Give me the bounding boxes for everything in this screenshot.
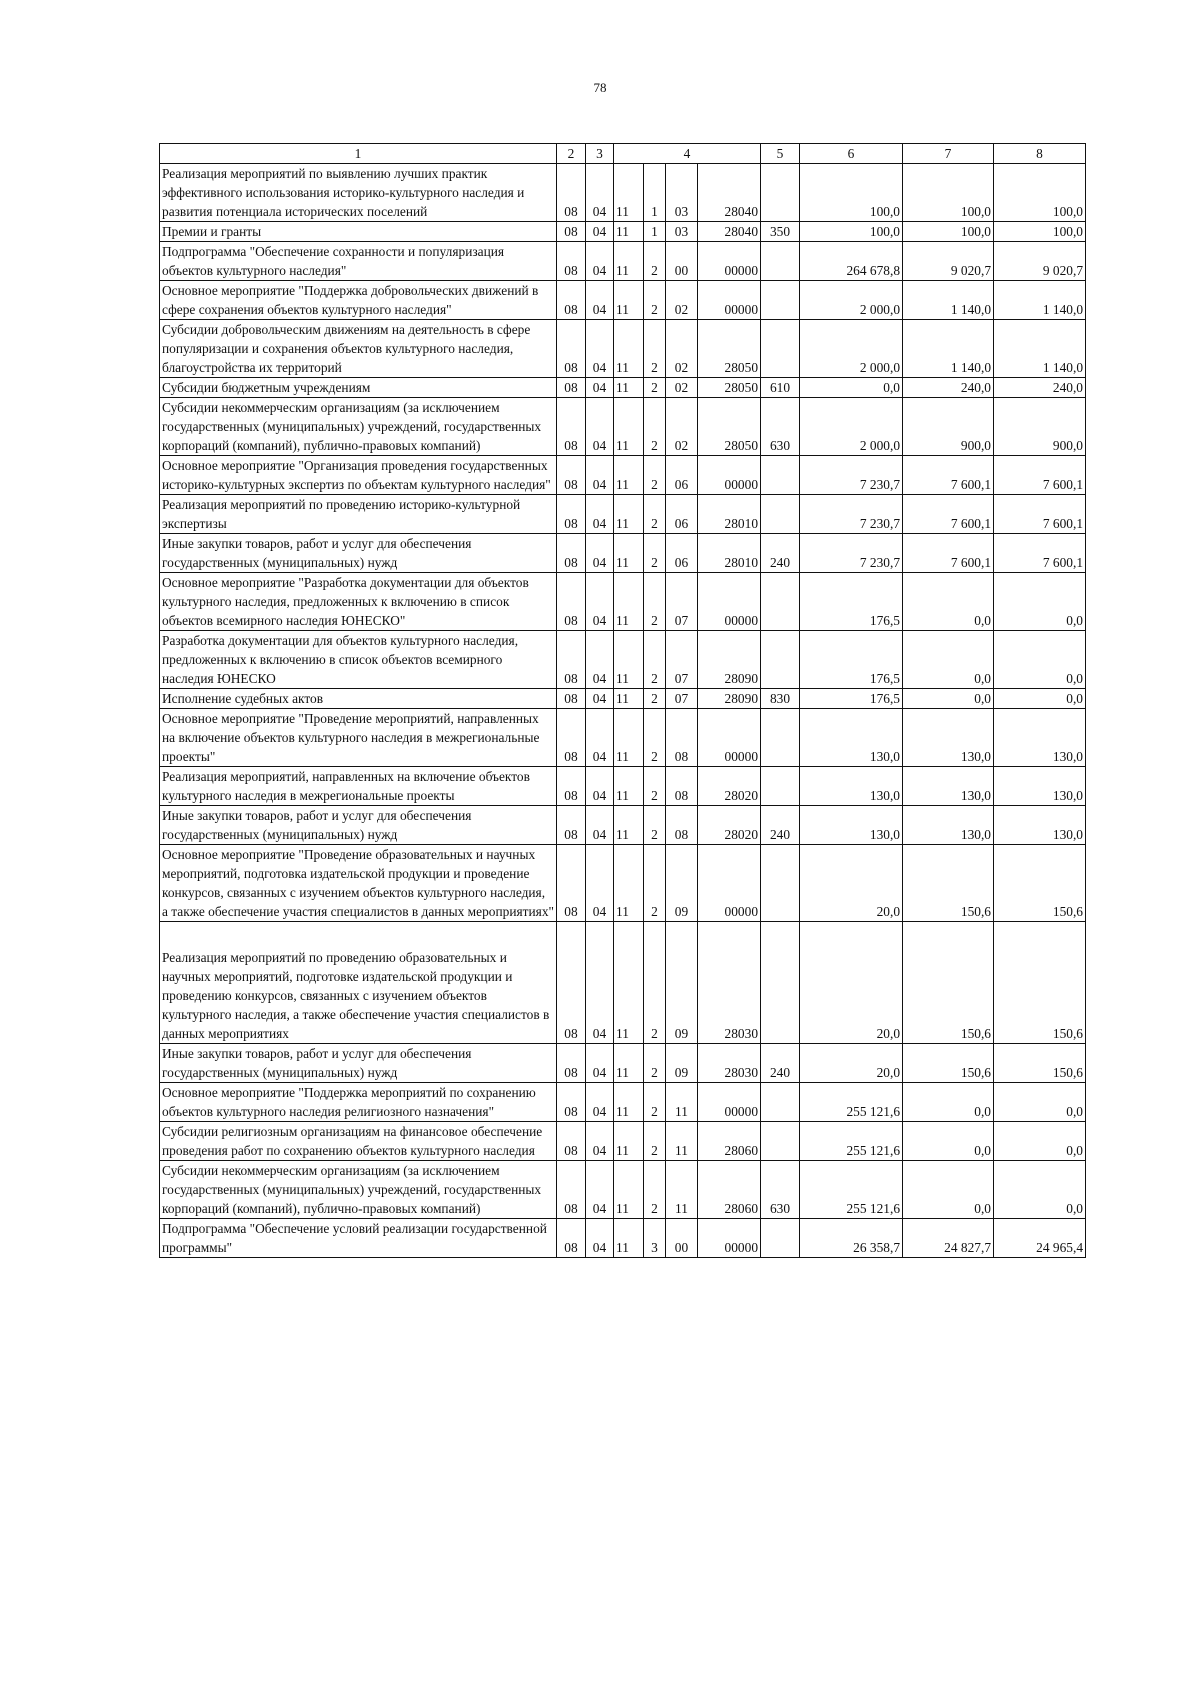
row-name: Подпрограмма "Обеспечение условий реализации государственной программы" bbox=[160, 1219, 557, 1258]
amount-col-6: 100,0 bbox=[800, 164, 903, 222]
amount-col-7: 100,0 bbox=[903, 222, 994, 242]
amount-col-8: 100,0 bbox=[994, 222, 1086, 242]
amount-col-6: 255 121,6 bbox=[800, 1161, 903, 1219]
event-code: 03 bbox=[666, 164, 698, 222]
program-code: 11 bbox=[614, 631, 644, 689]
row-name: Иные закупки товаров, работ и услуг для обеспечения государственных (муниципальных) нужд bbox=[160, 806, 557, 845]
table-row bbox=[160, 222, 1086, 242]
event-code: 02 bbox=[666, 378, 698, 398]
amount-col-7: 0,0 bbox=[903, 1083, 994, 1122]
program-code: 11 bbox=[614, 1219, 644, 1258]
amount-col-6: 20,0 bbox=[800, 1044, 903, 1083]
subprogram-code: 2 bbox=[644, 845, 666, 922]
subsection-code: 04 bbox=[586, 806, 614, 845]
amount-col-6: 20,0 bbox=[800, 845, 903, 922]
subprogram-code: 2 bbox=[644, 1161, 666, 1219]
subprogram-code: 1 bbox=[644, 222, 666, 242]
event-code: 02 bbox=[666, 281, 698, 320]
subprogram-code: 2 bbox=[644, 534, 666, 573]
amount-col-7: 0,0 bbox=[903, 1161, 994, 1219]
row-name: Иные закупки товаров, работ и услуг для обеспечения государственных (муниципальных) нужд bbox=[160, 534, 557, 573]
amount-col-7: 130,0 bbox=[903, 709, 994, 767]
amount-col-8: 130,0 bbox=[994, 767, 1086, 806]
amount-col-8: 0,0 bbox=[994, 631, 1086, 689]
amount-col-8: 150,6 bbox=[994, 922, 1086, 1044]
table-row bbox=[160, 398, 1086, 456]
event-code: 09 bbox=[666, 845, 698, 922]
event-code: 03 bbox=[666, 222, 698, 242]
amount-col-7: 0,0 bbox=[903, 689, 994, 709]
amount-col-6: 2 000,0 bbox=[800, 320, 903, 378]
subsection-code: 04 bbox=[586, 631, 614, 689]
row-name: Основное мероприятие "Поддержка добровольческих движений в сфере сохранения объектов культурного наследия" bbox=[160, 281, 557, 320]
subsection-code: 04 bbox=[586, 689, 614, 709]
section-code: 08 bbox=[557, 242, 586, 281]
direction-code: 00000 bbox=[698, 242, 761, 281]
amount-col-6: 264 678,8 bbox=[800, 242, 903, 281]
row-name: Основное мероприятие "Разработка документации для объектов культурного наследия, предложенных к включению в список объектов всемирного наследия ЮНЕСКО" bbox=[160, 573, 557, 631]
subprogram-code: 2 bbox=[644, 281, 666, 320]
row-name: Субсидии религиозным организациям на финансовое обеспечение проведения работ по сохранению объектов культурного наследия bbox=[160, 1122, 557, 1161]
header-col-7: 7 bbox=[903, 144, 994, 164]
direction-code: 28020 bbox=[698, 767, 761, 806]
subsection-code: 04 bbox=[586, 222, 614, 242]
direction-code: 28090 bbox=[698, 631, 761, 689]
amount-col-6: 2 000,0 bbox=[800, 398, 903, 456]
subsection-code: 04 bbox=[586, 845, 614, 922]
amount-col-7: 900,0 bbox=[903, 398, 994, 456]
table-row bbox=[160, 495, 1086, 534]
amount-col-8: 130,0 bbox=[994, 709, 1086, 767]
amount-col-7: 130,0 bbox=[903, 806, 994, 845]
row-name: Исполнение судебных актов bbox=[160, 689, 557, 709]
direction-code: 28020 bbox=[698, 806, 761, 845]
expense-type-code bbox=[761, 320, 800, 378]
header-row bbox=[160, 144, 1086, 164]
program-code: 11 bbox=[614, 222, 644, 242]
subsection-code: 04 bbox=[586, 1122, 614, 1161]
section-code: 08 bbox=[557, 222, 586, 242]
amount-col-8: 240,0 bbox=[994, 378, 1086, 398]
table-row bbox=[160, 631, 1086, 689]
table-body bbox=[160, 164, 1086, 1258]
section-code: 08 bbox=[557, 378, 586, 398]
amount-col-7: 24 827,7 bbox=[903, 1219, 994, 1258]
amount-col-6: 255 121,6 bbox=[800, 1083, 903, 1122]
program-code: 11 bbox=[614, 534, 644, 573]
subprogram-code: 2 bbox=[644, 456, 666, 495]
section-code: 08 bbox=[557, 1044, 586, 1083]
expense-type-code bbox=[761, 1122, 800, 1161]
event-code: 02 bbox=[666, 320, 698, 378]
row-name: Субсидии некоммерческим организациям (за исключением государственных (муниципальных) учреждений, государственных корпораций (компаний), публично-правовых компаний) bbox=[160, 1161, 557, 1219]
direction-code: 28090 bbox=[698, 689, 761, 709]
program-code: 11 bbox=[614, 495, 644, 534]
table-row bbox=[160, 573, 1086, 631]
amount-col-8: 130,0 bbox=[994, 806, 1086, 845]
program-code: 11 bbox=[614, 1161, 644, 1219]
amount-col-8: 1 140,0 bbox=[994, 281, 1086, 320]
row-name: Основное мероприятие "Поддержка мероприятий по сохранению объектов культурного наследия религиозного назначения" bbox=[160, 1083, 557, 1122]
section-code: 08 bbox=[557, 1219, 586, 1258]
direction-code: 28050 bbox=[698, 398, 761, 456]
section-code: 08 bbox=[557, 456, 586, 495]
table-row bbox=[160, 1083, 1086, 1122]
program-code: 11 bbox=[614, 709, 644, 767]
expense-type-code bbox=[761, 1219, 800, 1258]
section-code: 08 bbox=[557, 495, 586, 534]
event-code: 08 bbox=[666, 806, 698, 845]
header-col-6: 6 bbox=[800, 144, 903, 164]
header-col-4: 4 bbox=[614, 144, 761, 164]
event-code: 00 bbox=[666, 1219, 698, 1258]
section-code: 08 bbox=[557, 320, 586, 378]
table-row bbox=[160, 1122, 1086, 1161]
section-code: 08 bbox=[557, 1161, 586, 1219]
program-code: 11 bbox=[614, 242, 644, 281]
subprogram-code: 2 bbox=[644, 495, 666, 534]
direction-code: 28030 bbox=[698, 922, 761, 1044]
amount-col-7: 0,0 bbox=[903, 631, 994, 689]
section-code: 08 bbox=[557, 845, 586, 922]
subprogram-code: 2 bbox=[644, 573, 666, 631]
amount-col-8: 7 600,1 bbox=[994, 456, 1086, 495]
amount-col-8: 7 600,1 bbox=[994, 534, 1086, 573]
event-code: 09 bbox=[666, 1044, 698, 1083]
amount-col-8: 0,0 bbox=[994, 1161, 1086, 1219]
expense-type-code bbox=[761, 845, 800, 922]
table-row bbox=[160, 164, 1086, 222]
subprogram-code: 2 bbox=[644, 378, 666, 398]
direction-code: 00000 bbox=[698, 709, 761, 767]
amount-col-8: 9 020,7 bbox=[994, 242, 1086, 281]
amount-col-7: 9 020,7 bbox=[903, 242, 994, 281]
row-name: Иные закупки товаров, работ и услуг для обеспечения государственных (муниципальных) нужд bbox=[160, 1044, 557, 1083]
program-code: 11 bbox=[614, 456, 644, 495]
expense-type-code bbox=[761, 164, 800, 222]
expense-type-code bbox=[761, 242, 800, 281]
expense-type-code bbox=[761, 456, 800, 495]
table-row bbox=[160, 534, 1086, 573]
amount-col-7: 150,6 bbox=[903, 922, 994, 1044]
amount-col-7: 0,0 bbox=[903, 1122, 994, 1161]
amount-col-8: 150,6 bbox=[994, 845, 1086, 922]
amount-col-6: 26 358,7 bbox=[800, 1219, 903, 1258]
amount-col-7: 1 140,0 bbox=[903, 320, 994, 378]
subprogram-code: 2 bbox=[644, 1083, 666, 1122]
subsection-code: 04 bbox=[586, 281, 614, 320]
amount-col-8: 100,0 bbox=[994, 164, 1086, 222]
expense-type-code: 240 bbox=[761, 806, 800, 845]
event-code: 02 bbox=[666, 398, 698, 456]
subsection-code: 04 bbox=[586, 398, 614, 456]
direction-code: 28040 bbox=[698, 164, 761, 222]
direction-code: 00000 bbox=[698, 573, 761, 631]
amount-col-6: 176,5 bbox=[800, 573, 903, 631]
header-col-1: 1 bbox=[160, 144, 557, 164]
amount-col-6: 20,0 bbox=[800, 922, 903, 1044]
amount-col-7: 240,0 bbox=[903, 378, 994, 398]
table-row bbox=[160, 689, 1086, 709]
row-name: Разработка документации для объектов культурного наследия, предложенных к включению в список объектов всемирного наследия ЮНЕСКО bbox=[160, 631, 557, 689]
subsection-code: 04 bbox=[586, 922, 614, 1044]
expense-type-code: 240 bbox=[761, 1044, 800, 1083]
expense-type-code bbox=[761, 709, 800, 767]
event-code: 08 bbox=[666, 709, 698, 767]
program-code: 11 bbox=[614, 164, 644, 222]
table-row bbox=[160, 281, 1086, 320]
subprogram-code: 2 bbox=[644, 242, 666, 281]
table-row bbox=[160, 767, 1086, 806]
expense-type-code bbox=[761, 767, 800, 806]
direction-code: 28010 bbox=[698, 495, 761, 534]
subprogram-code: 2 bbox=[644, 689, 666, 709]
program-code: 11 bbox=[614, 1083, 644, 1122]
row-name: Основное мероприятие "Проведение образовательных и научных мероприятий, подготовка издательской продукции и проведение конкурсов, связанных с изучением объектов культурного наследия, а также обеспечение участия специалистов в данных мероприятиях" bbox=[160, 845, 557, 922]
amount-col-7: 1 140,0 bbox=[903, 281, 994, 320]
row-name: Подпрограмма "Обеспечение сохранности и популяризация объектов культурного наследия" bbox=[160, 242, 557, 281]
table-row bbox=[160, 806, 1086, 845]
subsection-code: 04 bbox=[586, 164, 614, 222]
amount-col-8: 0,0 bbox=[994, 573, 1086, 631]
event-code: 00 bbox=[666, 242, 698, 281]
amount-col-6: 130,0 bbox=[800, 806, 903, 845]
row-name: Реализация мероприятий по выявлению лучших практик эффективного использования историко-культурного наследия и развития потенциала исторических поселений bbox=[160, 164, 557, 222]
subprogram-code: 2 bbox=[644, 767, 666, 806]
subprogram-code: 2 bbox=[644, 398, 666, 456]
program-code: 11 bbox=[614, 573, 644, 631]
subprogram-code: 2 bbox=[644, 922, 666, 1044]
subsection-code: 04 bbox=[586, 378, 614, 398]
subprogram-code: 2 bbox=[644, 631, 666, 689]
amount-col-7: 7 600,1 bbox=[903, 495, 994, 534]
expense-type-code: 630 bbox=[761, 1161, 800, 1219]
event-code: 11 bbox=[666, 1122, 698, 1161]
expense-type-code: 630 bbox=[761, 398, 800, 456]
event-code: 07 bbox=[666, 573, 698, 631]
row-name: Реализация мероприятий по проведению образовательных и научных мероприятий, подготовке издательской продукции и проведению конкурсов, связанных с изучением объектов культурного наследия, а также обеспечение участия специалистов в данных мероприятиях bbox=[160, 922, 557, 1044]
subprogram-code: 2 bbox=[644, 320, 666, 378]
expense-type-code bbox=[761, 281, 800, 320]
subprogram-code: 3 bbox=[644, 1219, 666, 1258]
amount-col-6: 130,0 bbox=[800, 709, 903, 767]
subsection-code: 04 bbox=[586, 242, 614, 281]
section-code: 08 bbox=[557, 1122, 586, 1161]
table-row bbox=[160, 1219, 1086, 1258]
program-code: 11 bbox=[614, 845, 644, 922]
event-code: 06 bbox=[666, 456, 698, 495]
direction-code: 28060 bbox=[698, 1122, 761, 1161]
subprogram-code: 2 bbox=[644, 1044, 666, 1083]
row-name: Субсидии бюджетным учреждениям bbox=[160, 378, 557, 398]
section-code: 08 bbox=[557, 573, 586, 631]
amount-col-8: 0,0 bbox=[994, 1083, 1086, 1122]
amount-col-7: 7 600,1 bbox=[903, 534, 994, 573]
amount-col-7: 0,0 bbox=[903, 573, 994, 631]
program-code: 11 bbox=[614, 398, 644, 456]
row-name: Реализация мероприятий по проведению историко-культурной экспертизы bbox=[160, 495, 557, 534]
subsection-code: 04 bbox=[586, 1161, 614, 1219]
direction-code: 28060 bbox=[698, 1161, 761, 1219]
program-code: 11 bbox=[614, 281, 644, 320]
program-code: 11 bbox=[614, 806, 644, 845]
expense-type-code: 350 bbox=[761, 222, 800, 242]
amount-col-6: 176,5 bbox=[800, 631, 903, 689]
subprogram-code: 2 bbox=[644, 1122, 666, 1161]
program-code: 11 bbox=[614, 378, 644, 398]
section-code: 08 bbox=[557, 534, 586, 573]
subsection-code: 04 bbox=[586, 767, 614, 806]
header-col-2: 2 bbox=[557, 144, 586, 164]
expense-type-code: 830 bbox=[761, 689, 800, 709]
table-row bbox=[160, 456, 1086, 495]
event-code: 11 bbox=[666, 1161, 698, 1219]
program-code: 11 bbox=[614, 767, 644, 806]
program-code: 11 bbox=[614, 922, 644, 1044]
section-code: 08 bbox=[557, 631, 586, 689]
amount-col-8: 900,0 bbox=[994, 398, 1086, 456]
row-name: Премии и гранты bbox=[160, 222, 557, 242]
row-name: Субсидии добровольческим движениям на деятельность в сфере популяризации и сохранения объектов культурного наследия, благоустройства их территорий bbox=[160, 320, 557, 378]
subsection-code: 04 bbox=[586, 456, 614, 495]
section-code: 08 bbox=[557, 398, 586, 456]
direction-code: 00000 bbox=[698, 456, 761, 495]
section-code: 08 bbox=[557, 922, 586, 1044]
amount-col-6: 7 230,7 bbox=[800, 534, 903, 573]
header-col-3: 3 bbox=[586, 144, 614, 164]
subprogram-code: 2 bbox=[644, 709, 666, 767]
table-row bbox=[160, 1044, 1086, 1083]
amount-col-8: 1 140,0 bbox=[994, 320, 1086, 378]
subsection-code: 04 bbox=[586, 495, 614, 534]
direction-code: 00000 bbox=[698, 1083, 761, 1122]
program-code: 11 bbox=[614, 1122, 644, 1161]
amount-col-8: 0,0 bbox=[994, 689, 1086, 709]
amount-col-8: 7 600,1 bbox=[994, 495, 1086, 534]
amount-col-7: 100,0 bbox=[903, 164, 994, 222]
event-code: 09 bbox=[666, 922, 698, 1044]
amount-col-6: 176,5 bbox=[800, 689, 903, 709]
expense-type-code: 240 bbox=[761, 534, 800, 573]
subprogram-code: 1 bbox=[644, 164, 666, 222]
subsection-code: 04 bbox=[586, 573, 614, 631]
section-code: 08 bbox=[557, 281, 586, 320]
amount-col-8: 150,6 bbox=[994, 1044, 1086, 1083]
header-col-8: 8 bbox=[994, 144, 1086, 164]
amount-col-6: 7 230,7 bbox=[800, 495, 903, 534]
subprogram-code: 2 bbox=[644, 806, 666, 845]
program-code: 11 bbox=[614, 1044, 644, 1083]
amount-col-7: 150,6 bbox=[903, 1044, 994, 1083]
subsection-code: 04 bbox=[586, 1219, 614, 1258]
expense-type-code bbox=[761, 495, 800, 534]
subsection-code: 04 bbox=[586, 709, 614, 767]
amount-col-8: 0,0 bbox=[994, 1122, 1086, 1161]
event-code: 07 bbox=[666, 631, 698, 689]
table-row bbox=[160, 922, 1086, 1044]
table-row bbox=[160, 845, 1086, 922]
budget-table bbox=[159, 143, 1086, 1258]
amount-col-8: 24 965,4 bbox=[994, 1219, 1086, 1258]
subsection-code: 04 bbox=[586, 534, 614, 573]
table-row bbox=[160, 320, 1086, 378]
amount-col-6: 7 230,7 bbox=[800, 456, 903, 495]
amount-col-6: 130,0 bbox=[800, 767, 903, 806]
event-code: 07 bbox=[666, 689, 698, 709]
direction-code: 28050 bbox=[698, 378, 761, 398]
amount-col-6: 255 121,6 bbox=[800, 1122, 903, 1161]
subsection-code: 04 bbox=[586, 320, 614, 378]
table-row bbox=[160, 378, 1086, 398]
amount-col-7: 7 600,1 bbox=[903, 456, 994, 495]
expense-type-code: 610 bbox=[761, 378, 800, 398]
amount-col-6: 0,0 bbox=[800, 378, 903, 398]
row-name: Субсидии некоммерческим организациям (за исключением государственных (муниципальных) учреждений, государственных корпораций (компаний), публично-правовых компаний) bbox=[160, 398, 557, 456]
direction-code: 00000 bbox=[698, 845, 761, 922]
row-name: Основное мероприятие "Проведение мероприятий, направленных на включение объектов культурного наследия в межрегиональные проекты" bbox=[160, 709, 557, 767]
header-col-5: 5 bbox=[761, 144, 800, 164]
section-code: 08 bbox=[557, 806, 586, 845]
section-code: 08 bbox=[557, 689, 586, 709]
direction-code: 00000 bbox=[698, 1219, 761, 1258]
expense-type-code bbox=[761, 1083, 800, 1122]
amount-col-7: 130,0 bbox=[903, 767, 994, 806]
section-code: 08 bbox=[557, 1083, 586, 1122]
row-name: Реализация мероприятий, направленных на включение объектов культурного наследия в межрегиональные проекты bbox=[160, 767, 557, 806]
event-code: 06 bbox=[666, 495, 698, 534]
page-number: 78 bbox=[593, 80, 607, 95]
amount-col-6: 2 000,0 bbox=[800, 281, 903, 320]
direction-code: 28010 bbox=[698, 534, 761, 573]
event-code: 11 bbox=[666, 1083, 698, 1122]
direction-code: 00000 bbox=[698, 281, 761, 320]
direction-code: 28030 bbox=[698, 1044, 761, 1083]
amount-col-7: 150,6 bbox=[903, 845, 994, 922]
subsection-code: 04 bbox=[586, 1044, 614, 1083]
event-code: 08 bbox=[666, 767, 698, 806]
section-code: 08 bbox=[557, 164, 586, 222]
table-row bbox=[160, 709, 1086, 767]
event-code: 06 bbox=[666, 534, 698, 573]
expense-type-code bbox=[761, 573, 800, 631]
program-code: 11 bbox=[614, 320, 644, 378]
program-code: 11 bbox=[614, 689, 644, 709]
section-code: 08 bbox=[557, 709, 586, 767]
table-row bbox=[160, 242, 1086, 281]
expense-type-code bbox=[761, 631, 800, 689]
amount-col-6: 100,0 bbox=[800, 222, 903, 242]
row-name: Основное мероприятие "Организация проведения государственных историко-культурных экспертиз по объектам культурного наследия" bbox=[160, 456, 557, 495]
section-code: 08 bbox=[557, 767, 586, 806]
expense-type-code bbox=[761, 922, 800, 1044]
subsection-code: 04 bbox=[586, 1083, 614, 1122]
direction-code: 28050 bbox=[698, 320, 761, 378]
direction-code: 28040 bbox=[698, 222, 761, 242]
table-row bbox=[160, 1161, 1086, 1219]
